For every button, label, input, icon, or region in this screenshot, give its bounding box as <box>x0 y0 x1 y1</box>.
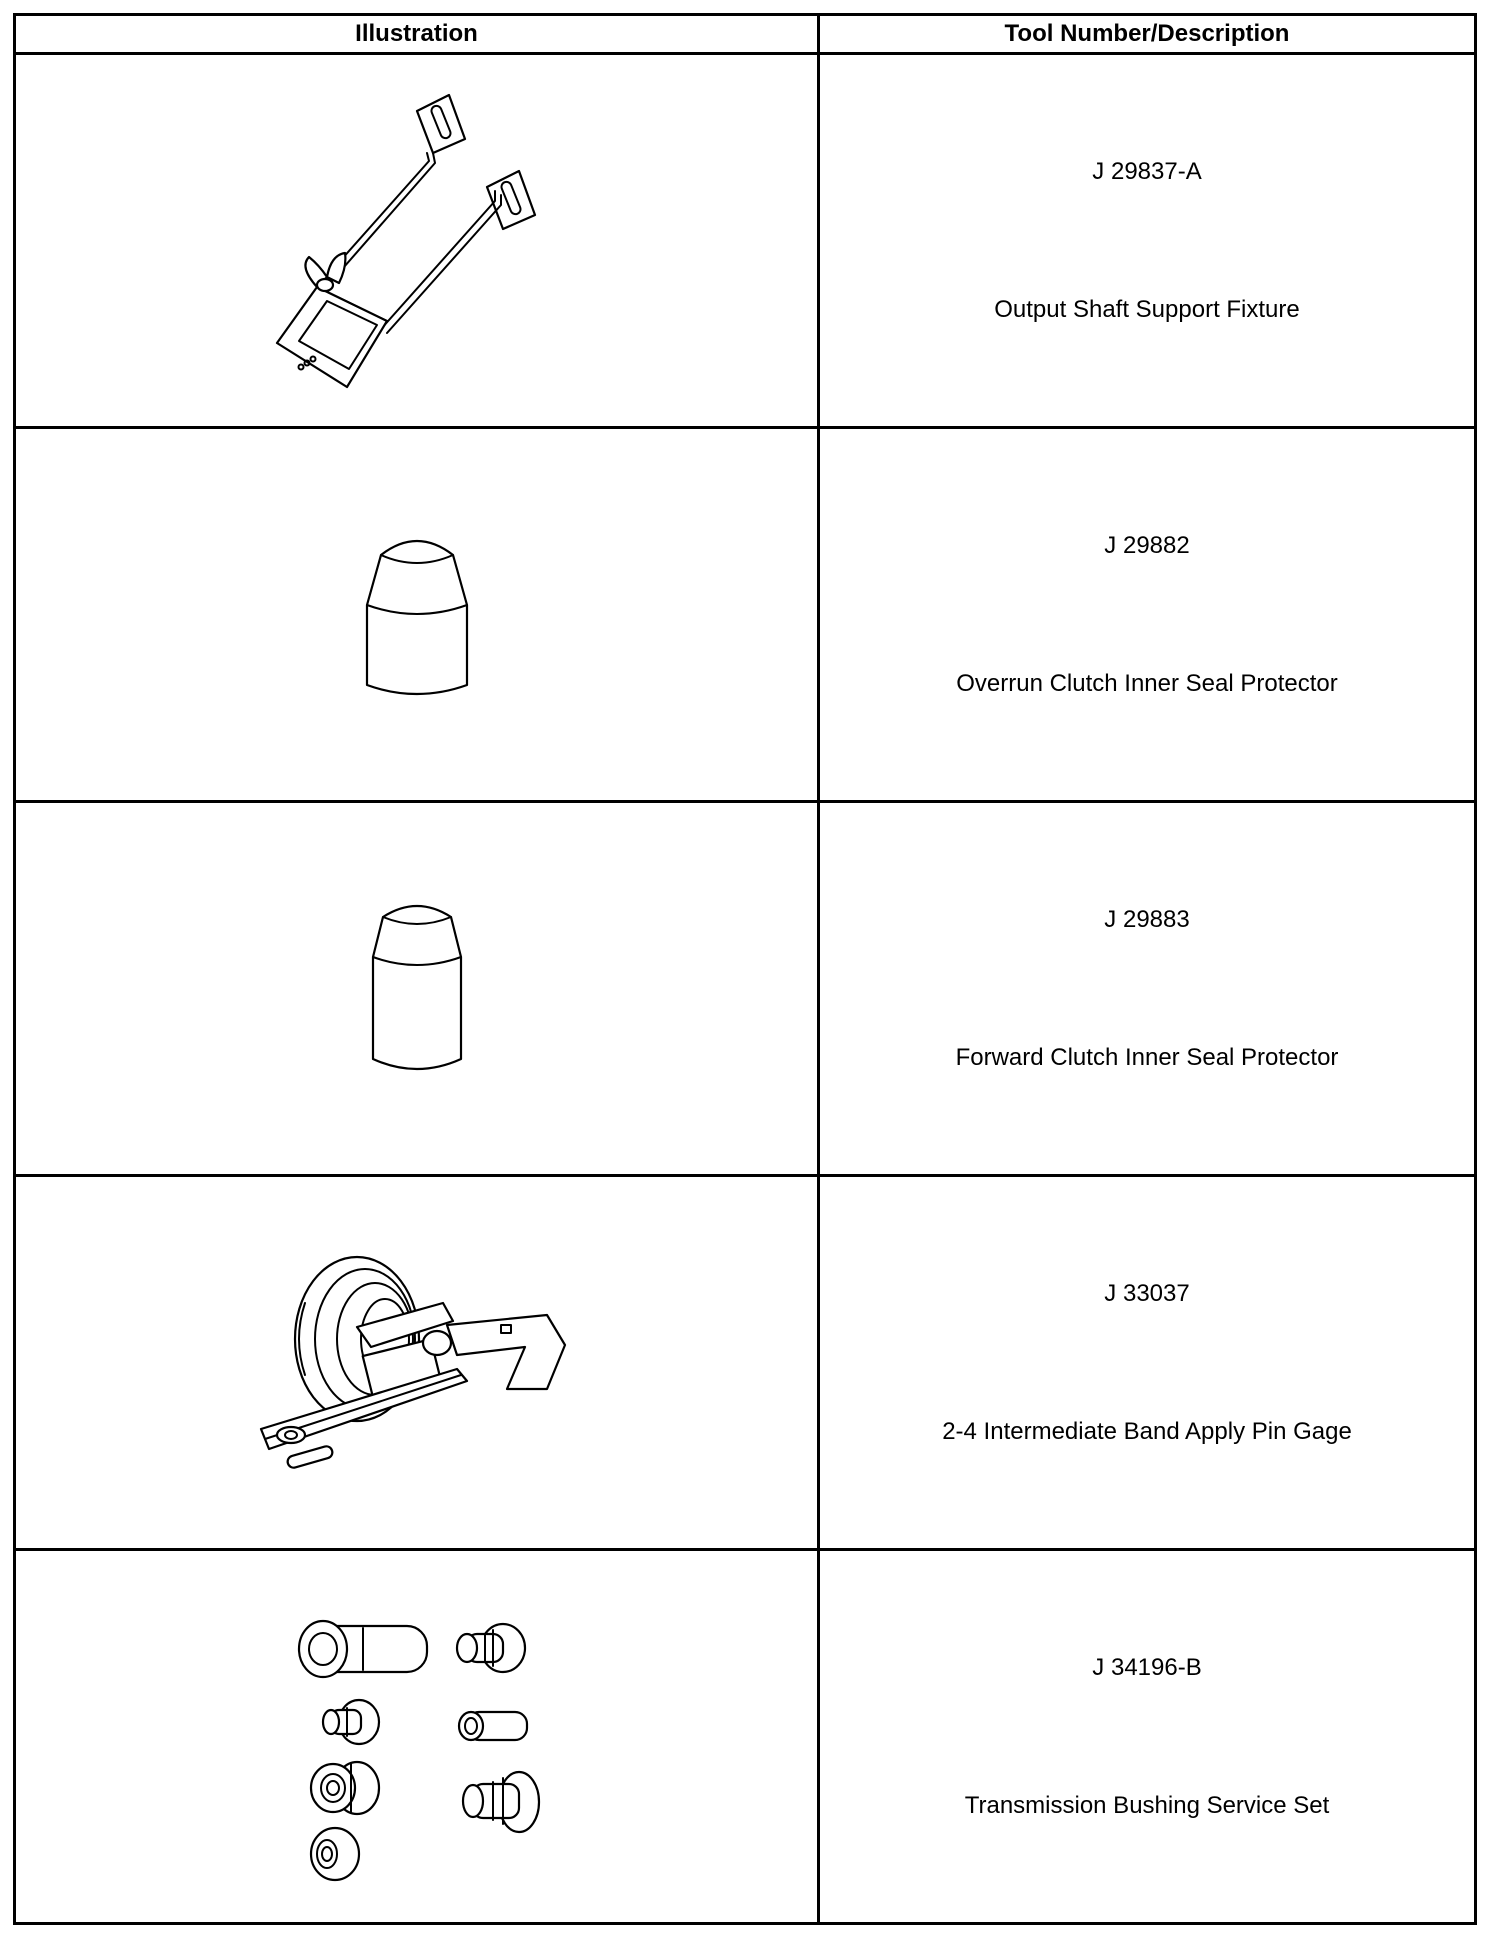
description-cell <box>819 54 1476 428</box>
illustration-cell <box>15 802 819 1176</box>
illustration-cell <box>15 1550 819 1924</box>
tool-description: Forward Clutch Inner Seal Protector <box>955 1043 1339 1071</box>
tool-description: 2-4 Intermediate Band Apply Pin Gage <box>942 1417 1352 1445</box>
table-row <box>15 428 1476 802</box>
table-row <box>15 54 1476 428</box>
overrun-clutch-seal-protector-illustration <box>347 525 487 705</box>
illustration-cell <box>15 428 819 802</box>
tool-description: Output Shaft Support Fixture <box>994 295 1300 323</box>
table-row <box>15 802 1476 1176</box>
forward-clutch-seal-protector-illustration <box>347 889 487 1089</box>
tool-number: J 29883 <box>1104 905 1190 933</box>
description-cell <box>819 428 1476 802</box>
tool-number: J 34196-B <box>1092 1653 1202 1681</box>
tool-number: J 33037 <box>1104 1279 1190 1307</box>
description-cell <box>819 1550 1476 1924</box>
bushing-service-set-illustration <box>267 1592 567 1882</box>
table-row <box>15 1550 1476 1924</box>
header-tool-number-description: Tool Number/Description <box>819 15 1476 54</box>
description-cell <box>819 802 1476 1176</box>
description-cell <box>819 1176 1476 1550</box>
tool-description: Overrun Clutch Inner Seal Protector <box>956 669 1338 697</box>
tool-number: J 29837-A <box>1092 157 1202 185</box>
special-tools-table <box>13 13 1477 1925</box>
illustration-cell <box>15 54 819 428</box>
band-apply-pin-gage-illustration <box>247 1243 587 1483</box>
table-header-row <box>15 15 1476 54</box>
table-row <box>15 1176 1476 1550</box>
tool-number: J 29882 <box>1104 531 1190 559</box>
illustration-cell <box>15 1176 819 1550</box>
tool-description: Transmission Bushing Service Set <box>964 1791 1330 1819</box>
output-shaft-support-fixture-illustration <box>257 91 577 391</box>
header-illustration: Illustration <box>15 15 819 54</box>
